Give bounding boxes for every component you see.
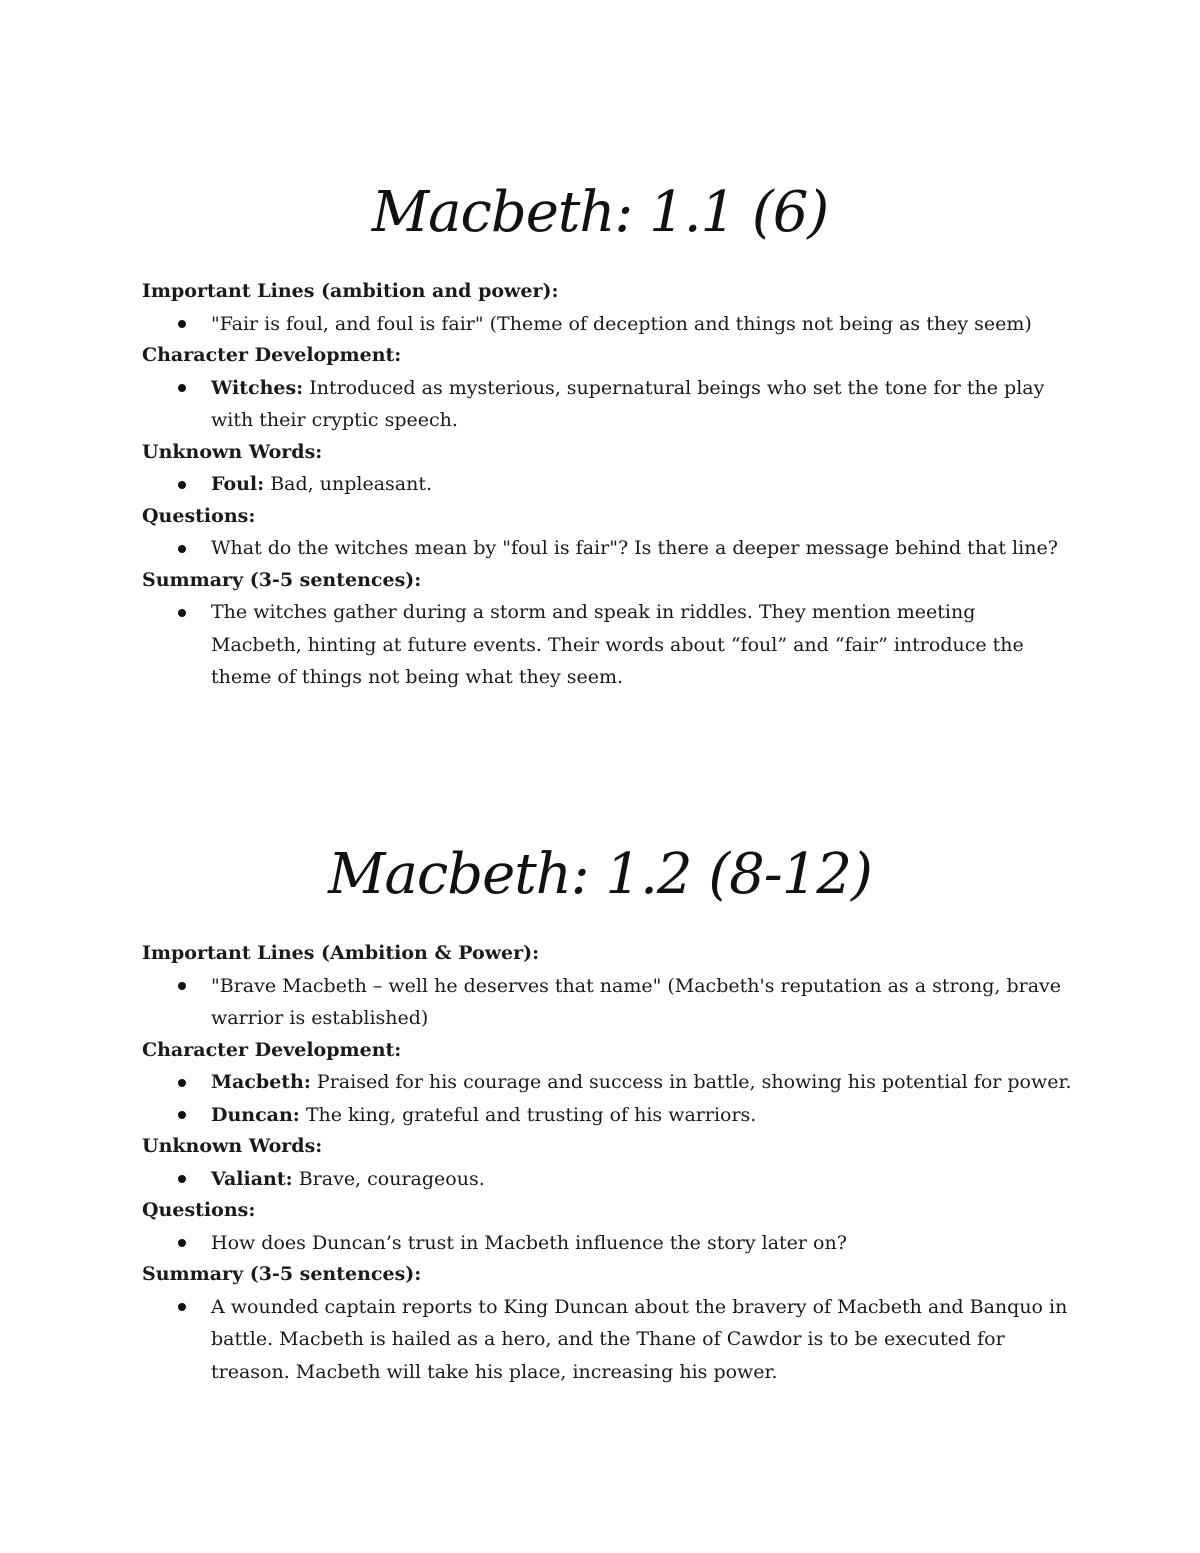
important-lines-list — [142, 308, 1072, 341]
list-item — [142, 970, 1072, 1035]
bullet-icon — [178, 1111, 186, 1119]
list-item — [142, 1099, 1072, 1132]
questions-heading: Questions: — [142, 1199, 256, 1221]
item-text: The king, grateful and trusting of his warriors. — [299, 1103, 757, 1126]
bullet-icon — [178, 1079, 186, 1087]
character-development-list — [142, 372, 1072, 437]
bullet-icon — [178, 1303, 186, 1311]
list-item — [142, 1291, 1072, 1389]
bullet-icon — [178, 384, 186, 392]
summary-list — [142, 1291, 1072, 1389]
important-lines-list — [142, 970, 1072, 1035]
bullet-icon — [178, 481, 186, 489]
item-term: Macbeth: — [211, 1071, 311, 1093]
list-item — [142, 468, 1072, 501]
item-text: The witches gather during a storm and speak in riddles. They mention meeting Macbeth, hinting at future events. Their words about “foul” and “fair” introduce the theme of things not being what they seem. — [211, 601, 1024, 688]
item-text: Praised for his courage and success in battle, showing his potential for power. — [310, 1071, 1072, 1093]
bullet-icon — [178, 609, 186, 617]
important-lines-heading: Important Lines (ambition and power): — [142, 280, 559, 302]
bullet-icon — [178, 545, 186, 553]
list-item — [142, 532, 1072, 565]
section-title: Macbeth: 1.2 (8-12) — [328, 842, 872, 907]
bullet-icon — [178, 982, 186, 990]
unknown-words-heading: Unknown Words: — [142, 1135, 323, 1157]
item-text: How does Duncan’s trust in Macbeth influence the story later on? — [211, 1231, 847, 1254]
questions-list — [142, 532, 1072, 565]
section-act1-scene2 — [142, 830, 1072, 1388]
list-item — [142, 372, 1072, 437]
item-text: "Fair is foul, and foul is fair" (Theme of deception and things not being as they seem) — [211, 312, 1032, 335]
questions-list — [142, 1227, 1072, 1260]
item-term: Foul: — [211, 473, 265, 495]
item-text: "Brave Macbeth – well he deserves that name" (Macbeth's reputation as a strong, brave warrior is established) — [211, 974, 1062, 1029]
unknown-words-heading: Unknown Words: — [142, 440, 323, 463]
unknown-words-list — [142, 1163, 1072, 1196]
bullet-icon — [178, 1239, 186, 1247]
list-item — [142, 1066, 1072, 1099]
character-development-heading: Character Development: — [142, 1038, 402, 1061]
list-item — [142, 1163, 1072, 1196]
important-lines-heading: Important Lines (Ambition & Power): — [142, 942, 540, 964]
list-item — [142, 1227, 1072, 1260]
character-development-list — [142, 1066, 1072, 1131]
section-act1-scene1 — [142, 168, 1072, 694]
section-title: Macbeth: 1.1 (6) — [371, 180, 829, 245]
bullet-icon — [178, 1175, 186, 1183]
item-text: What do the witches mean by "foul is fair"? Is there a deeper message behind that line? — [211, 537, 1058, 559]
summary-heading: Summary (3-5 sentences): — [142, 1263, 422, 1285]
questions-heading: Questions: — [142, 504, 256, 527]
summary-heading: Summary (3-5 sentences): — [142, 568, 422, 591]
character-development-heading: Character Development: — [142, 344, 402, 366]
bullet-icon — [178, 320, 186, 328]
list-item — [142, 596, 1072, 694]
unknown-words-list — [142, 468, 1072, 501]
item-text: Brave, courageous. — [292, 1167, 485, 1190]
item-text: Bad, unpleasant. — [264, 473, 433, 495]
item-term: Duncan: — [211, 1103, 300, 1126]
item-term: Valiant: — [211, 1167, 293, 1190]
item-text: Introduced as mysterious, supernatural beings who set the tone for the play with their cryptic speech. — [211, 376, 1045, 431]
list-item — [142, 308, 1072, 341]
summary-list — [142, 596, 1072, 694]
item-term: Witches: — [211, 376, 304, 399]
item-text: A wounded captain reports to King Duncan about the bravery of Macbeth and Banquo in battle. Macbeth is hailed as a hero, and the Thane of Cawdor is to be executed for treason. Macbeth will take his place, increasing his power. — [211, 1295, 1068, 1383]
